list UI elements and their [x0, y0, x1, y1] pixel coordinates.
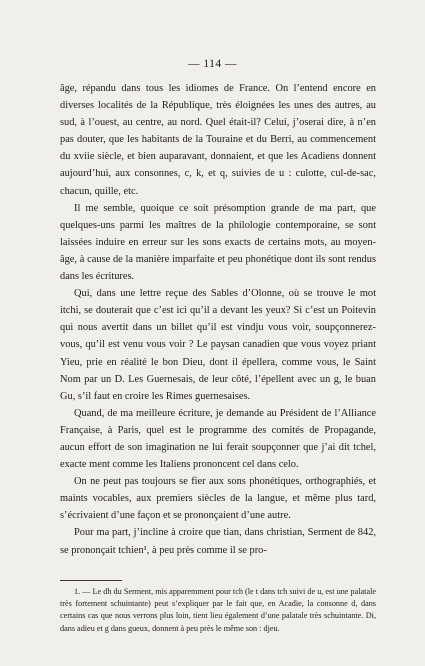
footnote-divider — [60, 580, 122, 581]
page-number: — 114 — — [187, 58, 238, 70]
paragraph-1: âge, répandu dans tous les idiomes de France. On l’entend encore en diverses localités de la République, très éloignées les unes des autres, au sud, à l’ouest, au centre, au nord. Quel était-il? Celui, j’oserai dire, à n’en pas douter, que les habitants de la Touraine et du Berri, au commencement du xviie siècle, et bien auparavant, donnaient, et que les Acadiens donnent aujourd’hui, aux consonnes, c, k, et q, suivies de u : culotte, cul-de-sac, chacun, quille, etc. — [60, 83, 376, 197]
paragraph-5: On ne peut pas toujours se fier aux sons phonétiques, orthographiés, et maints vocables, aux premiers siècles de la langue, et même plus tard, s’écrivaient d’une façon et se prononçaient d’une autre. — [60, 476, 376, 522]
body-text — [60, 80, 376, 559]
paragraph-2: Il me semble, quoique ce soit présomption grande de ma part, que quelques-uns parmi les maîtres de la philologie contemporaine, se sont laissées induire en erreur sur les sons exacts de certains mots, au moyen-âge, à cause de la manière imparfaite et peu phonétique dont ils sont rendus dans les écritures. — [60, 202, 376, 283]
footnote-1: 1. — Le dh du Serment, mis apparemment pour tch (le t dans tch suivi de u, est une palatale très fortement schuintante) peut s’expliquer par le fait que, en Acadie, la consonne d, dans certains cas que nous verrons plus loin, tient lieu également d’une palatale très schuintante. Di, dans adieu et g dans gueux, donnent à peu près le même son : djeu. — [60, 587, 376, 633]
footnote — [60, 586, 376, 635]
paragraph-3: Qui, dans une lettre reçue des Sables d’Olonne, où se trouve le mot itchi, se douterait que c’est ici qu’il a devant les yeux? Si c’est un Poitevin qui nous avertit dans un billet qu’il est vindju vous voir, soupçonnerez-vous, qu’il est venu vous voir ? Le paysan canadien que vous voyez priant Yieu, prie en réalité le bon Dieu, dont il épellera, comme vous, le Saint Nom par un D. Les Guernesais, de leur côté, l’épellent avec un g, le buan Gu, s’il faut en croire les Rimes guernesaises. — [60, 288, 376, 402]
paragraph-6: Pour ma part, j’incline à croire que tian, dans christian, Serment de 842, se prononçait tchien¹, à peu près comme il se pro- — [60, 527, 376, 556]
paragraph-4: Quand, de ma meilleure écriture, je demande au Président de l’Alliance Française, à Paris, quel est le programme des comités de Propagande, aucun effort de son imagination ne lui ferait soupçonner que j’ai dit tchel, exacte ment comme les Italiens prononcent cel dans celo. — [60, 407, 376, 471]
